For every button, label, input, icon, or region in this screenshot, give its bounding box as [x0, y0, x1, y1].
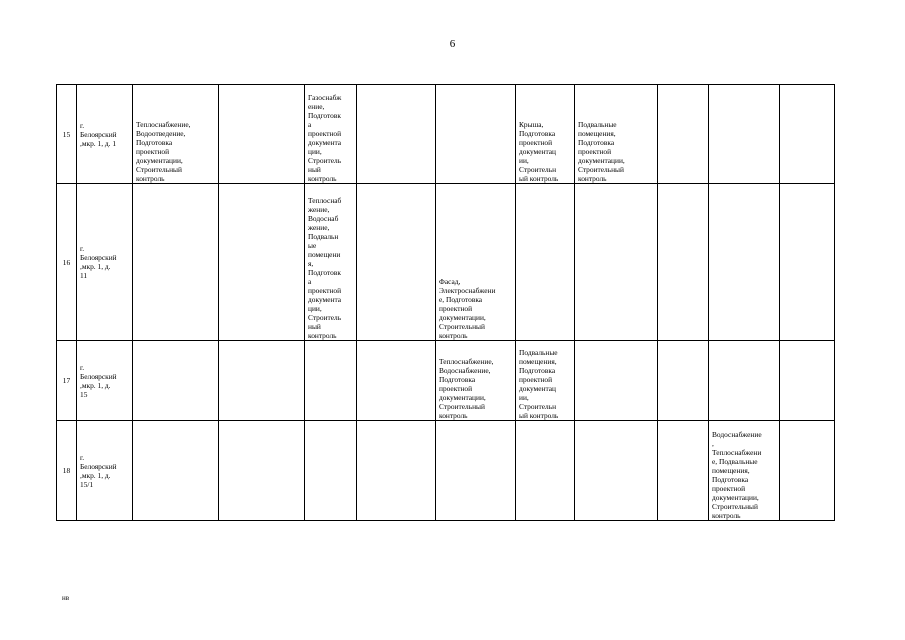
- table-cell: Теплоснабжение, Водоснабжение, Подготовка проектной документации, Строительный контроль: [436, 341, 516, 421]
- table-row: [57, 184, 835, 341]
- table-cell: [709, 85, 780, 184]
- table-cell: Газоснабж ение, Подготовк а проектной документа ции, Строитель ный контроль: [305, 85, 357, 184]
- table-row: [57, 85, 835, 184]
- table-cell: Подвальные помещения, Подготовка проектной документац ии, Строительн ый контроль: [516, 341, 575, 421]
- work-schedule-table: [56, 84, 835, 521]
- table-cell: Крыша, Подготовка проектной документац ии, Строительн ый контроль: [516, 85, 575, 184]
- table-cell: [133, 421, 219, 521]
- table-cell: [133, 341, 219, 421]
- table-cell: [133, 184, 219, 341]
- table-cell: [436, 85, 516, 184]
- row-number: 17: [57, 341, 77, 421]
- table-cell: Подвальные помещения, Подготовка проектной документации, Строительный контроль: [575, 85, 658, 184]
- row-number: 18: [57, 421, 77, 521]
- table-cell: [219, 184, 305, 341]
- address-cell: г. Белоярский ,мкр. 1, д. 15: [77, 341, 133, 421]
- table-cell: [357, 421, 436, 521]
- table-cell: [305, 421, 357, 521]
- table-cell: [436, 421, 516, 521]
- table-cell: Теплоснабжение, Водоотведение, Подготовка проектной документации, Строительный контроль: [133, 85, 219, 184]
- row-number: 15: [57, 85, 77, 184]
- table-cell: [575, 184, 658, 341]
- table-cell: [357, 341, 436, 421]
- table-cell: [780, 421, 835, 521]
- table-cell: [709, 341, 780, 421]
- address-cell: г. Белоярский ,мкр. 1, д. 15/1: [77, 421, 133, 521]
- table-cell: [305, 341, 357, 421]
- table-body: [57, 85, 835, 521]
- table-cell: [658, 341, 709, 421]
- table-row: [57, 341, 835, 421]
- table-cell: [575, 421, 658, 521]
- table-cell: [658, 421, 709, 521]
- table-cell: [219, 421, 305, 521]
- table-cell: [658, 85, 709, 184]
- table-cell: Фасад, Электроснабжени е, Подготовка проектной документации, Строительный контроль: [436, 184, 516, 341]
- table-cell: Водоснабжение , Теплоснабжени е, Подвальные помещения, Подготовка проектной документации, Строительный контроль: [709, 421, 780, 521]
- table-cell: [516, 184, 575, 341]
- table-cell: [780, 184, 835, 341]
- table-cell: [219, 341, 305, 421]
- table-row: [57, 421, 835, 521]
- row-number: 16: [57, 184, 77, 341]
- table-cell: [709, 184, 780, 341]
- table-cell: [357, 184, 436, 341]
- table-cell: [658, 184, 709, 341]
- table-cell: [780, 85, 835, 184]
- table-cell: [780, 341, 835, 421]
- address-cell: г. Белоярский ,мкр. 1, д. 11: [77, 184, 133, 341]
- address-cell: г. Белоярский ,мкр. 1, д. 1: [77, 85, 133, 184]
- page-number: 6: [449, 38, 456, 50]
- table-cell: [575, 341, 658, 421]
- table-cell: Теплоснаб жение, Водоснаб жение, Подвальн ые помещени я, Подготовк а проектной документа ции, Строитель ный контроль: [305, 184, 357, 341]
- table-cell: [516, 421, 575, 521]
- footer-mark: нв: [62, 594, 70, 602]
- table-cell: [357, 85, 436, 184]
- table-cell: [219, 85, 305, 184]
